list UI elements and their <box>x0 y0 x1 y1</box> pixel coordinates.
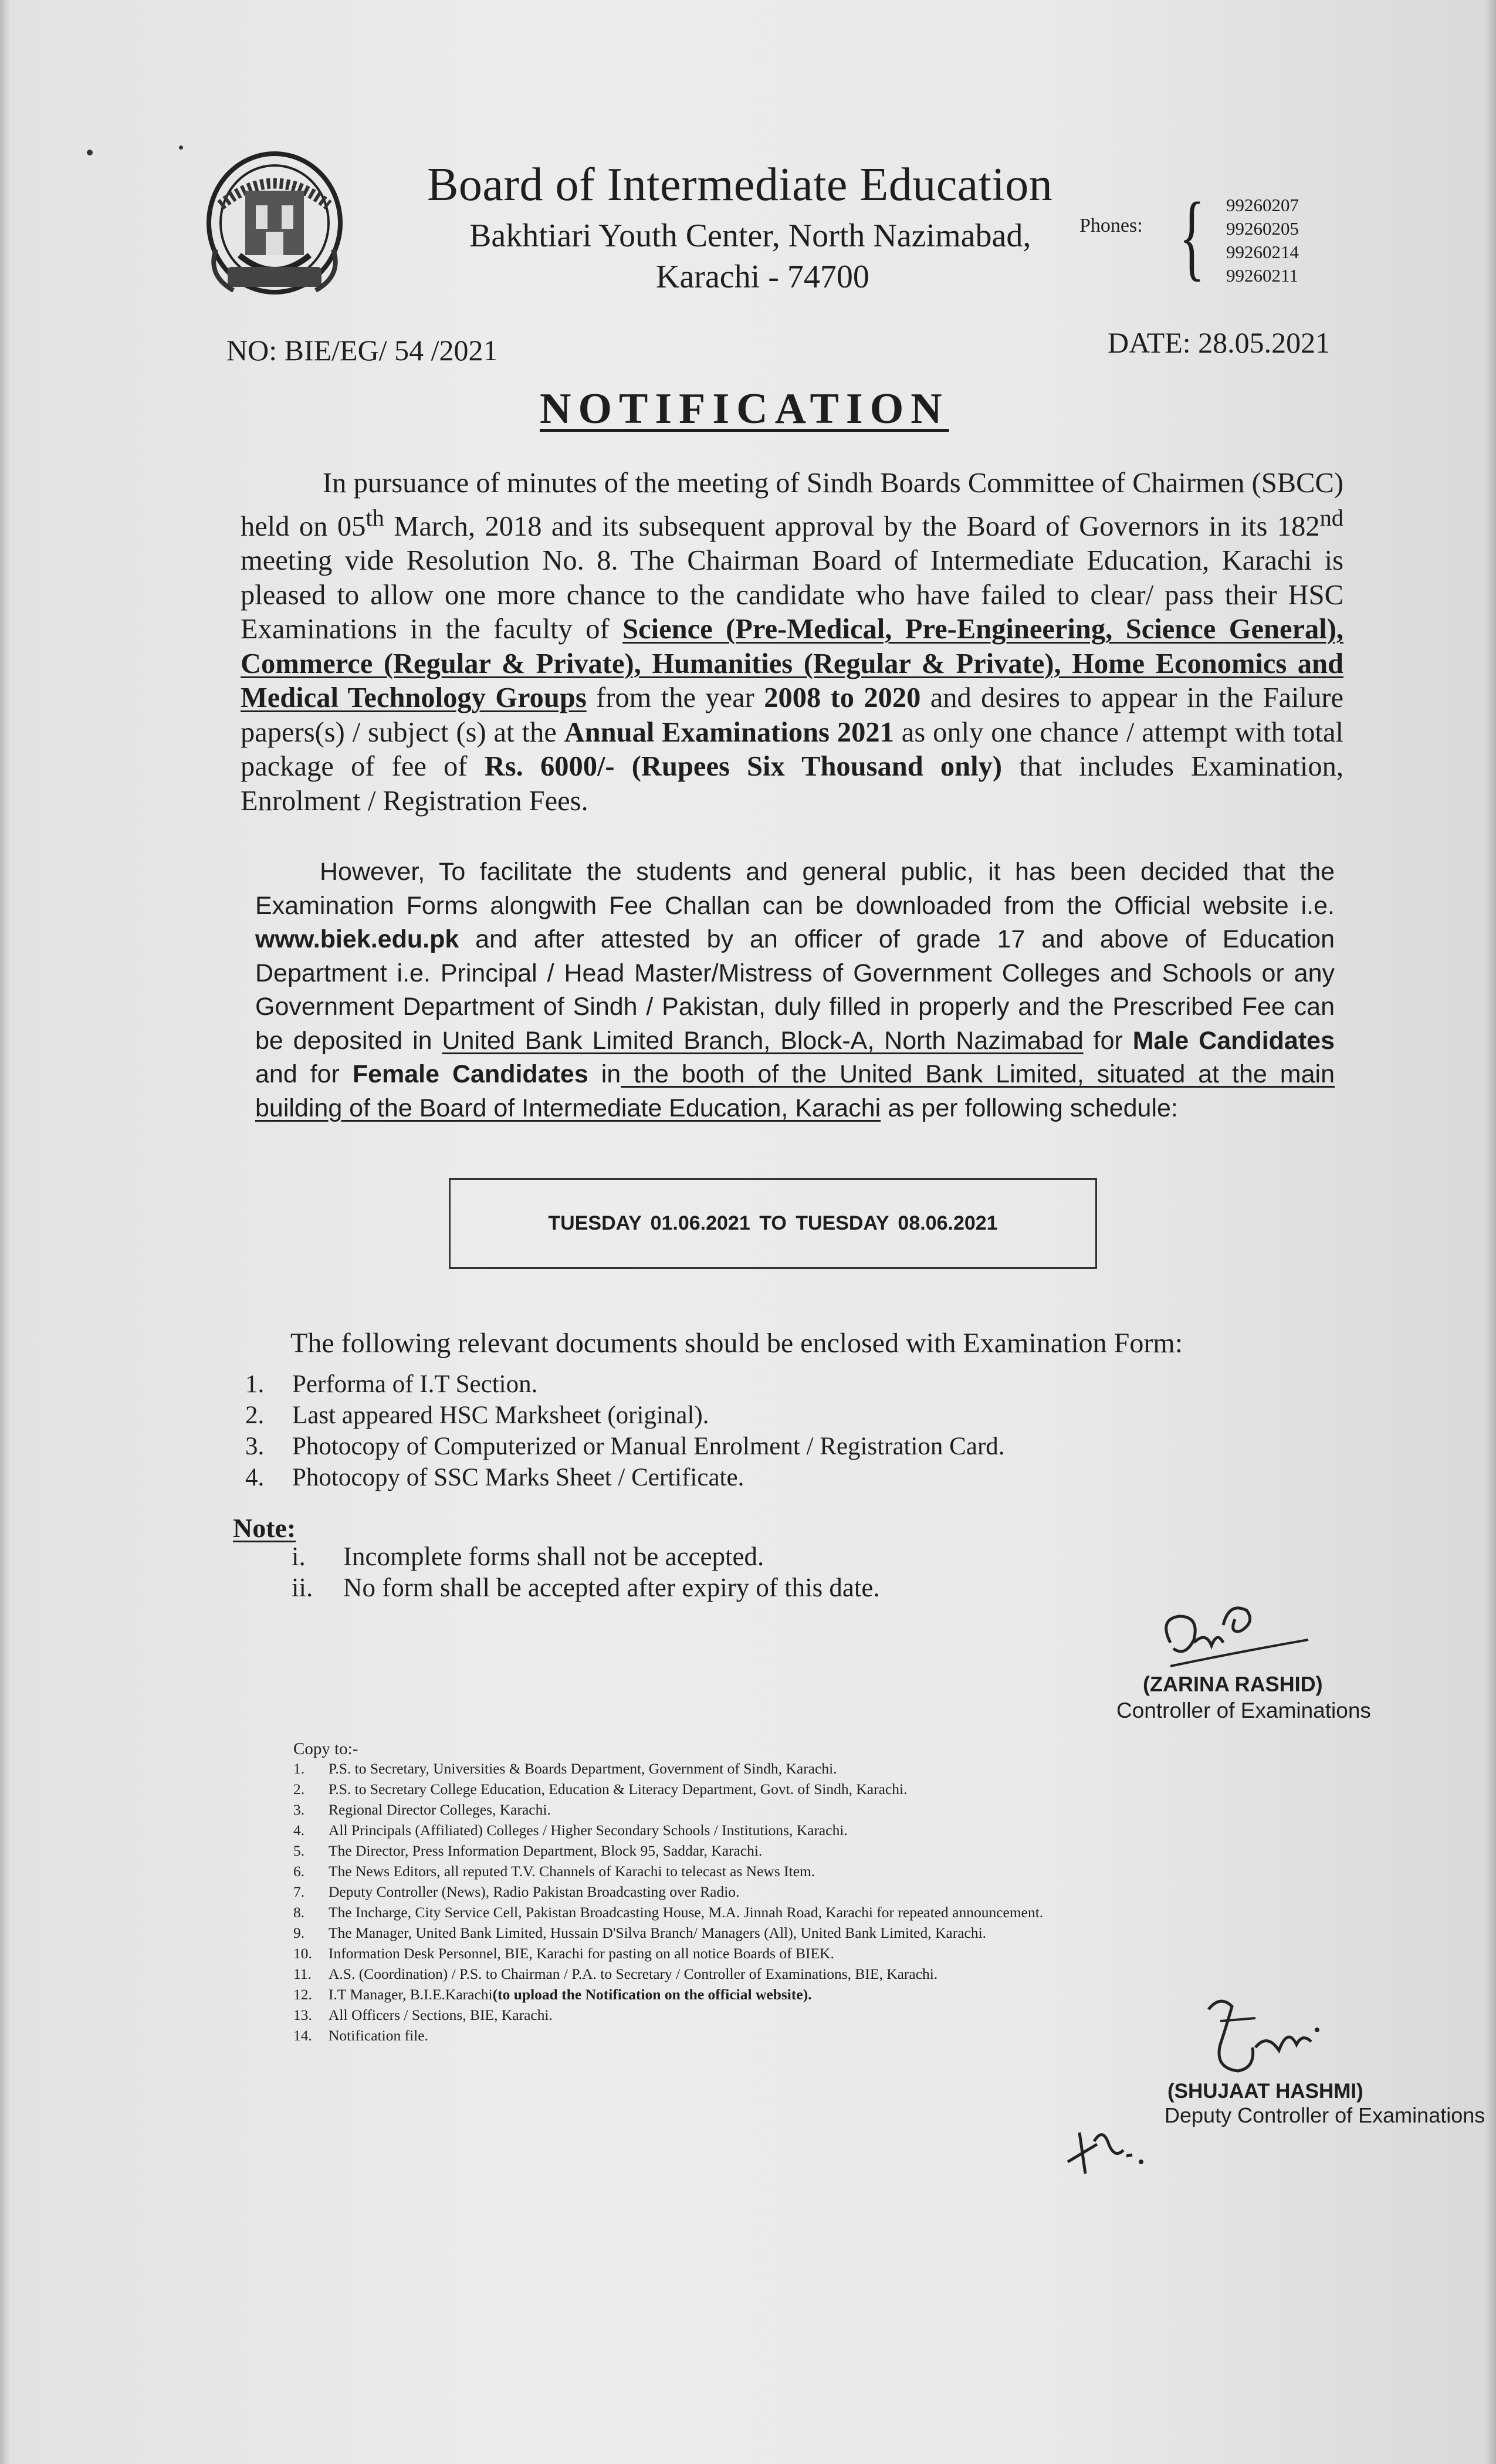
text: for <box>1083 1026 1133 1055</box>
list-item <box>245 1431 1005 1462</box>
item-number: 14. <box>293 2027 312 2044</box>
text: that includes Examination, Enrolment / Registration Fees. <box>241 751 1343 817</box>
paragraph-2 <box>255 855 1335 1125</box>
phone-number: 99260211 <box>1226 265 1298 286</box>
reference-number: NO: BIE/EG/ 54 /2021 <box>226 334 498 367</box>
signature-deputy-controller <box>1185 1992 1349 2083</box>
item-number: 2. <box>293 1781 305 1798</box>
item-text: All Officers / Sections, BIE, Karachi. <box>329 2006 553 2023</box>
organization-name: Board of Intermediate Education <box>427 159 1053 211</box>
item-number: 3. <box>293 1801 305 1818</box>
item-text: Performa of I.T Section. <box>292 1370 538 1398</box>
list-item <box>293 1923 1043 1943</box>
list-item <box>293 1799 1043 1820</box>
list-item <box>293 1964 1043 1984</box>
list-item <box>293 1758 1043 1779</box>
item-number: 12. <box>293 1986 312 2003</box>
item-number: 8. <box>293 1904 305 1921</box>
note-label: Note: <box>233 1513 296 1543</box>
list-item <box>293 1779 1043 1799</box>
list-item <box>293 1943 1043 1964</box>
male-candidates: Male Candidates <box>1132 1026 1335 1055</box>
exam-name: Annual Examinations 2021 <box>564 716 894 748</box>
text: from the year <box>586 682 764 714</box>
notes-list <box>292 1541 880 1603</box>
item-text: P.S. to Secretary College Education, Education & Literacy Department, Govt. of Sindh, Karachi. <box>329 1781 908 1798</box>
list-item <box>293 1881 1043 1902</box>
signatory-2-name: (SHUJAAT HASHMI) <box>1167 2080 1363 2103</box>
text: March, 2018 and its subsequent approval by the Board of Governors in its 182 <box>384 510 1320 542</box>
signatory-1-title: Controller of Examinations <box>1116 1698 1371 1722</box>
list-item <box>293 1902 1043 1923</box>
item-text: Incomplete forms shall not be accepted. <box>343 1542 764 1571</box>
text: as only one chance / attempt with total package of fee of <box>241 716 1343 783</box>
paragraph-1 <box>241 466 1343 818</box>
item-number: 1. <box>293 1760 305 1777</box>
website-link[interactable]: www.biek.edu.pk <box>255 925 459 953</box>
schedule-box <box>449 1178 1097 1269</box>
list-item <box>293 2025 1043 2046</box>
schedule-dates: TUESDAY 01.06.2021 TO TUESDAY 08.06.2021 <box>548 1212 998 1234</box>
item-number: 13. <box>293 2006 312 2023</box>
item-text: Notification file. <box>329 2027 428 2044</box>
list-item <box>293 1984 1043 2005</box>
item-number: ii. <box>292 1573 313 1602</box>
documents-intro: The following relevant documents should be enclosed with Examination Form: <box>290 1328 1183 1359</box>
text: as per following schedule: <box>881 1094 1178 1122</box>
superscript: th <box>365 504 384 531</box>
item-text: The Manager, United Bank Limited, Hussain D'Silva Branch/ Managers (All), United Bank Limited, Karachi. <box>329 1924 987 1941</box>
scan-edge-right <box>1485 0 1496 2464</box>
superscript: nd <box>1319 504 1343 531</box>
item-number: 6. <box>293 1863 305 1880</box>
initials-mark <box>1062 2109 1150 2179</box>
text: in <box>588 1060 621 1088</box>
item-number: 4. <box>293 1822 305 1839</box>
item-number: 11. <box>293 1965 312 1982</box>
list-item <box>293 2005 1043 2025</box>
signatory-1-name: (ZARINA RASHID) <box>1143 1672 1323 1696</box>
item-text: Last appeared HSC Marksheet (original). <box>292 1402 709 1429</box>
phone-number: 99260205 <box>1226 218 1299 239</box>
item-bold-text: (to upload the Notification on the official website). <box>492 1986 812 2003</box>
list-item <box>245 1400 1005 1431</box>
address-line-2: Karachi - 74700 <box>656 259 869 295</box>
list-item <box>292 1572 880 1603</box>
item-text: No form shall be accepted after expiry of this date. <box>343 1573 880 1602</box>
item-text: I.T Manager, B.I.E.Karachi <box>329 1986 493 2003</box>
scan-speck <box>87 150 93 155</box>
item-text: Photocopy of Computerized or Manual Enrolment / Registration Card. <box>292 1433 1005 1460</box>
phones-label: Phones: <box>1079 215 1143 236</box>
item-text: The Director, Press Information Department, Block 95, Saddar, Karachi. <box>329 1842 763 1859</box>
item-text: Deputy Controller (News), Radio Pakistan Broadcasting over Radio. <box>329 1883 740 1900</box>
text: However, To facilitate the students and general public, it has been decided that the Examination Forms alongwith Fee Challan can be downloaded from the Official website i.e. <box>255 858 1335 920</box>
address-line-1: Bakhtiari Youth Center, North Nazimabad, <box>469 218 1031 254</box>
item-number: 7. <box>293 1883 305 1900</box>
text: and after attested by an officer of grade 17 and above of Education Department i.e. Principal / Head Master/Mistress of Government Colleges and Schools or any Government Department of Sindh / Pakistan, duly filled in properly and the Prescribed Fee can be deposited in <box>255 925 1335 1055</box>
female-bank-booth: the booth of the United Bank Limited, situated at the main building of the Board of Intermediate Education, Karachi <box>255 1060 1335 1122</box>
signatory-2-title: Deputy Controller of Examinations <box>1165 2103 1485 2127</box>
scan-edge-left <box>0 0 11 2464</box>
phone-numbers <box>1226 194 1299 287</box>
item-text: P.S. to Secretary, Universities & Boards Department, Government of Sindh, Karachi. <box>329 1760 837 1777</box>
notification-title: NOTIFICATION <box>540 385 949 433</box>
item-text: A.S. (Coordination) / P.S. to Chairman / P.A. to Secretary / Controller of Examinations, BIE, Karachi. <box>329 1965 938 1982</box>
documents-list <box>245 1369 1005 1493</box>
scan-speck <box>179 145 183 150</box>
female-candidates: Female Candidates <box>352 1060 588 1088</box>
item-text: All Principals (Affiliated) Colleges / Higher Secondary Schools / Institutions, Karachi. <box>329 1822 848 1839</box>
list-item <box>292 1541 880 1572</box>
item-number: 4. <box>245 1464 265 1491</box>
item-number: 10. <box>293 1945 312 1962</box>
item-text: Regional Director Colleges, Karachi. <box>329 1801 551 1818</box>
item-number: 5. <box>293 1842 305 1859</box>
phone-number: 99260207 <box>1226 195 1299 215</box>
brace-icon: { <box>1179 182 1205 290</box>
reference-date: DATE: 28.05.2021 <box>1108 326 1331 359</box>
item-number: 3. <box>245 1433 265 1460</box>
list-item <box>245 1462 1005 1493</box>
list-item <box>293 1820 1043 1840</box>
list-item <box>293 1861 1043 1881</box>
item-text: The Incharge, City Service Cell, Pakistan Broadcasting House, M.A. Jinnah Road, Karachi for repeated announcement. <box>329 1904 1044 1921</box>
item-number: 2. <box>245 1402 265 1429</box>
faculty-groups: Science (Pre-Medical, Pre-Engineering, Science General), Commerce (Regular & Private), Humanities (Regular & Private), Home Economics and Medical Technology Groups <box>241 614 1344 714</box>
list-item <box>245 1369 1005 1400</box>
text: and for <box>255 1060 353 1088</box>
text: meeting vide Resolution No. 8. The Chairman Board of Intermediate Education, Karachi is pleased to allow one more chance to the candidate who have failed to clear/ pass their HSC Examinations in the faculty of <box>241 545 1343 645</box>
item-text: Information Desk Personnel, BIE, Karachi for pasting on all notice Boards of BIEK. <box>329 1945 834 1962</box>
signature-controller <box>1153 1596 1323 1678</box>
copy-to-label: Copy to:- <box>293 1739 358 1758</box>
year-range: 2008 to 2020 <box>764 682 921 714</box>
item-text: Photocopy of SSC Marks Sheet / Certificate. <box>292 1464 744 1491</box>
item-number: 1. <box>245 1370 265 1398</box>
text: In pursuance of minutes of the meeting of Sindh Boards Committee of Chairmen (SBCC) held on 05 <box>241 468 1343 542</box>
text: and desires to appear in the Failure papers(s) / subject (s) at the <box>241 682 1344 748</box>
item-number: 9. <box>293 1924 305 1941</box>
list-item <box>293 1840 1043 1861</box>
item-text: The News Editors, all reputed T.V. Channels of Karachi to telecast as News Item. <box>329 1863 815 1880</box>
copy-to-list <box>293 1758 1043 2046</box>
fee-amount: Rs. 6000/- (Rupees Six Thousand only) <box>484 751 1003 783</box>
board-seal-logo <box>204 150 345 302</box>
phone-number: 99260214 <box>1226 242 1299 262</box>
item-number: i. <box>292 1542 306 1571</box>
male-bank-branch: United Bank Limited Branch, Block-A, North Nazimabad <box>442 1026 1084 1055</box>
